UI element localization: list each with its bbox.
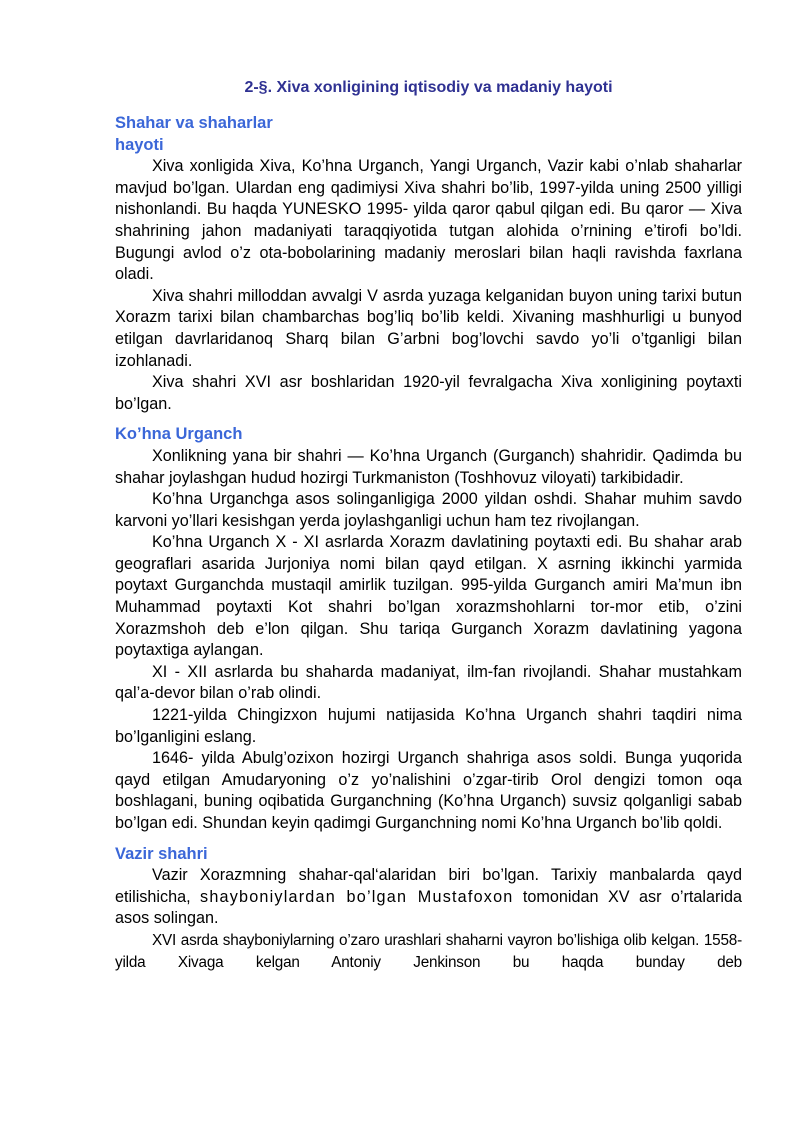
paragraph: Xiva shahri XVI asr boshlaridan 1920-yil fevralgacha Xiva xonligining poytaxti bo’lgan. bbox=[115, 373, 742, 413]
paragraph: Ko’hna Urganch X - XI asrlarda Xorazm davlatining poytaxti edi. Bu shahar arab geograflari asarida Jurjoniya nomi bilan qayd etilgan. X asrning ikkinchi yarmida poytaxt Gurganchda mustaqil amirlik tuzilgan. 995-yilda Gurganch amiri Ma’mun ibn Muhammad poytaxti Kot shahri bo’lgan xorazmshohlarni tor-mor etib, o’zini Xorazmshoh deb e’lon qilgan. Shu tariqa Gurganch Xorazm davlatining yagona poytaxtiga aylangan. bbox=[115, 533, 742, 660]
paragraph bbox=[115, 865, 742, 930]
heading-line-1: Shahar va shaharlar bbox=[115, 114, 273, 132]
paragraph: Xonlikning yana bir shahri — Ko’hna Urganch (Gurganch) shahridir. Qadimda bu shahar joylashgan hudud hozirgi Turkmaniston (Toshhovuz viloyati) tarkibidadir. bbox=[115, 446, 742, 487]
paragraph: 1221-yilda Chingizxon hujumi natijasida Ko’hna Urganch shahri taqdiri nima bo’lganligini eslang. bbox=[115, 706, 742, 746]
heading-line-2: hayoti bbox=[115, 135, 164, 154]
paragraph: Xiva xonligida Xiva, Ko’hna Urganch, Yangi Urganch, Vazir kabi o’nlab shaharlar mavjud bo’lgan. Ulardan eng qadimiysi Xiva shahri bo’lib, 1997-yilda uning 2500 yilligi nishonlandi. Bu haqda YUNESKO 1995- yilda qaror qabul qilgan edi. Bu qaror — Xiva shahrining jahon madaniyati taraqqiyotida tutgan alohida o’rnining e’tirofi bo’ldi. Bugungi avlod o’z ota-bobolarining madaniy meroslari bilan haqli ravishda faxrlana oladi. bbox=[115, 157, 742, 284]
text-run: tomonidan XV asr o’rtalarida asos solingan. bbox=[115, 887, 742, 928]
paragraph: XI - XII asrlarda bu shaharda madaniyat, ilm-fan rivojlandi. Shahar mustahkam qal’a-devor bilan o’rab olindi. bbox=[115, 662, 742, 703]
paragraph: Ko’hna Urganchga asos solinganligiga 2000 yildan oshdi. Shahar muhim savdo karvoni yo’llari kesishgan yerda joylashganligi uchun ham tez rivojlangan. bbox=[115, 490, 742, 530]
paragraph: XVI asrda shayboniylarning o’zaro urashlari shaharni vayron bo’lishiga olib kelgan. 1558- yilda Xivaga kelgan Antoniy Jenkinson bu haqda bunday deb bbox=[115, 931, 742, 971]
paragraph: Xiva shahri milloddan avvalgi V asrda yuzaga kelganidan buyon uning tarixi butun Xorazm tarixi bilan chambarchas bog’liq bo’lib keldi. Xivaning mashhurligi u bunyod etilgan davrlaridanoq Sharq bilan G’arbni bog’lovchi savdo yo’li o’tganligi bilan izohlanadi. bbox=[115, 286, 742, 370]
page-title: 2-§. Xiva xonligining iqtisodiy va madaniy hayoti bbox=[244, 79, 613, 96]
text-run-spaced: shayboniylardan bo’lgan Mustafoxon bbox=[200, 887, 514, 906]
paragraph: 1646- yilda Abulg’ozixon hozirgi Urganch shahriga asos soldi. Bunga yuqorida qayd etilgan Amudaryoning o’z yo’nalishini o’zgar-tirib Orol dengizi tomon oqa boshlagani, buning oqibatida Gurganchning (Ko’hna Urganch) suvsiz qolganligi sabab bo’lgan edi. Shundan keyin qadimgi Gurganchning nomi Ko’hna Urganch bo’lib qoldi. bbox=[115, 749, 742, 832]
section-heading-kohna-urganch: Ko’hna Urganch bbox=[115, 425, 243, 444]
text-run: Vazir Xorazmning shahar-qal‘alaridan biri bo’lgan. Tarixiy manbalarda qayd etilishicha, bbox=[115, 866, 742, 906]
section-heading-vazir: Vazir shahri bbox=[115, 844, 208, 863]
section-heading-cities bbox=[115, 113, 742, 156]
document-page bbox=[115, 78, 742, 973]
